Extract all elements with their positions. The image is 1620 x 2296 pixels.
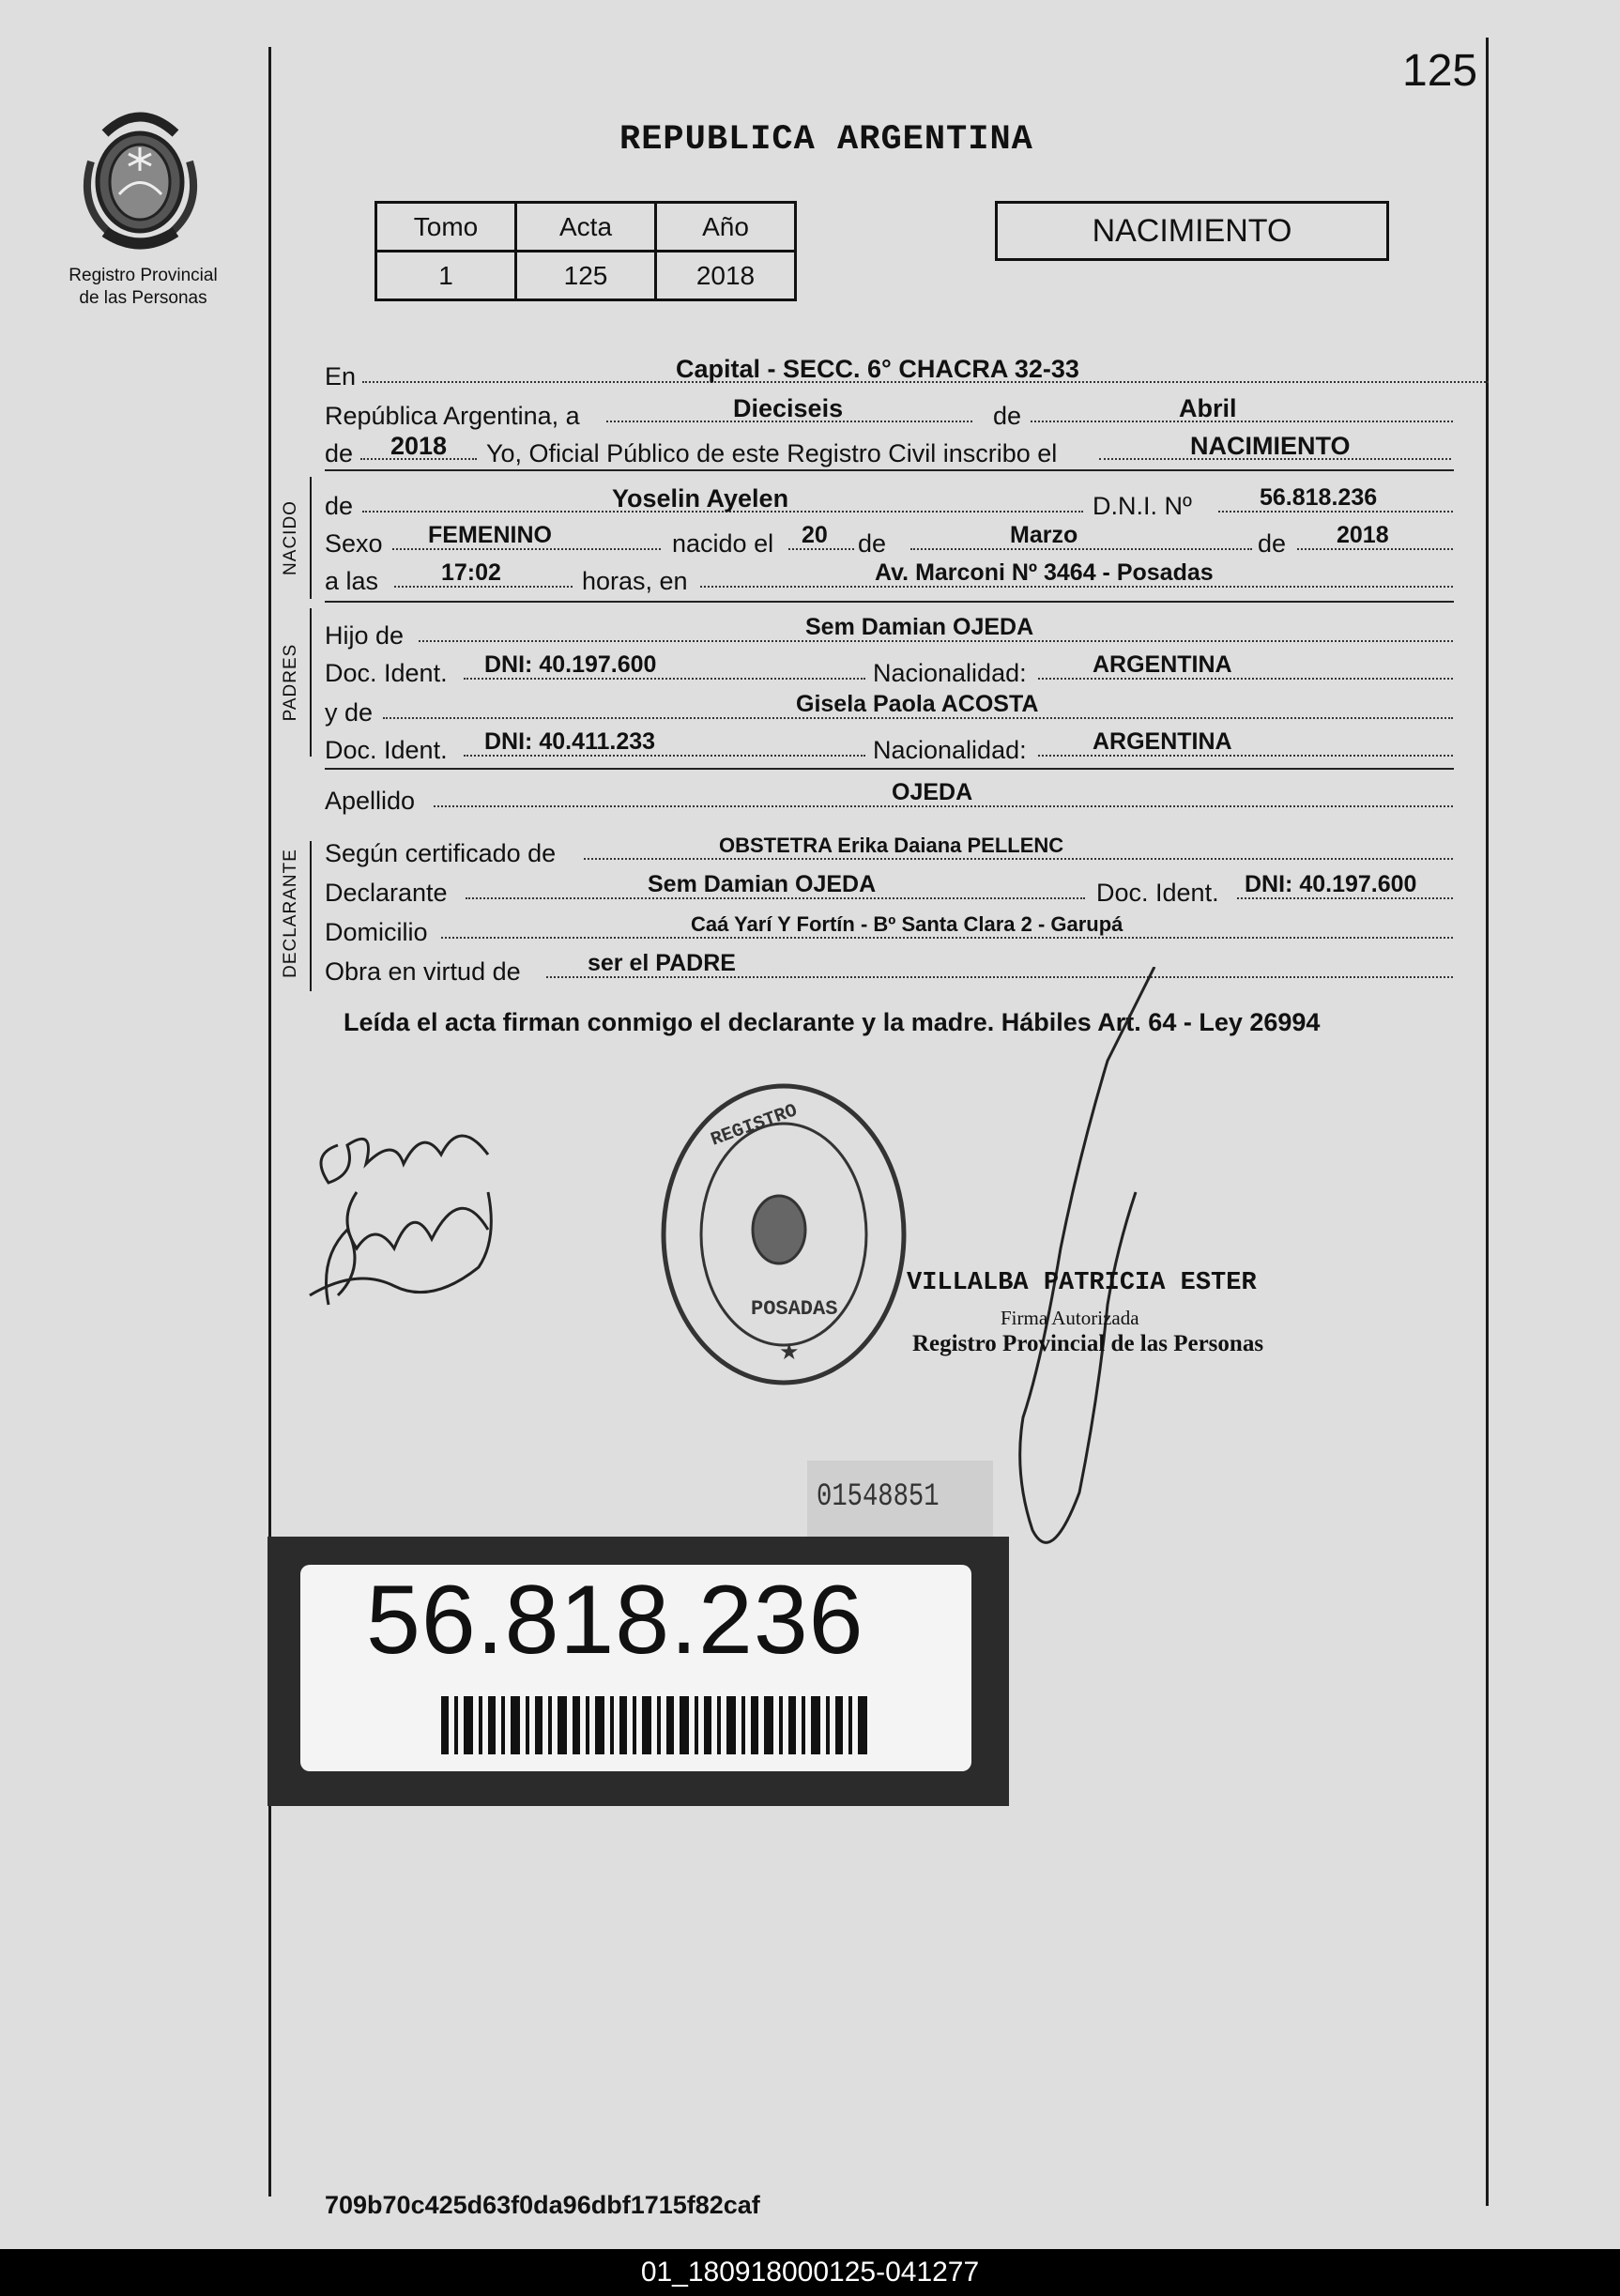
republica-label: República Argentina, a bbox=[325, 402, 580, 430]
control-number: 01548851 bbox=[817, 1479, 940, 1515]
year-value: 2018 bbox=[390, 432, 448, 460]
record-type-box: NACIMIENTO bbox=[995, 201, 1389, 261]
official-name: VILLALBA PATRICIA ESTER bbox=[907, 1269, 1257, 1297]
row-mother-doc bbox=[325, 728, 1451, 766]
barcode-icon bbox=[441, 1696, 873, 1754]
domicilio-label: Domicilio bbox=[325, 918, 428, 946]
row-declarante bbox=[325, 871, 1451, 909]
section-bracket bbox=[310, 841, 312, 991]
father-name: Sem Damian OJEDA bbox=[805, 614, 1034, 640]
row-father-doc bbox=[325, 651, 1451, 689]
document-hash: 709b70c425d63f0da96dbf1715f82caf bbox=[325, 2191, 760, 2219]
nacionalidad-label: Nacionalidad: bbox=[873, 659, 1027, 687]
obra-value: ser el PADRE bbox=[588, 950, 736, 976]
nacido-label: nacido el bbox=[672, 529, 774, 558]
section-label-nacido: NACIDO bbox=[281, 500, 300, 575]
day-value: Dieciseis bbox=[733, 394, 844, 422]
control-number-box bbox=[807, 1461, 993, 1538]
de-label: de bbox=[993, 402, 1022, 430]
official-title: Firma Autorizada bbox=[1001, 1307, 1139, 1329]
row-obra bbox=[325, 950, 1451, 987]
official-org: Registro Provincial de las Personas bbox=[912, 1331, 1264, 1356]
record-value-tomo: 1 bbox=[376, 252, 516, 300]
apellido-value: OJEDA bbox=[892, 779, 973, 805]
birth-time: 17:02 bbox=[441, 559, 501, 586]
record-header-acta: Acta bbox=[516, 203, 656, 252]
month-value: Abril bbox=[1179, 394, 1237, 422]
logo-caption bbox=[38, 265, 249, 310]
birth-month: Marzo bbox=[1010, 522, 1078, 548]
dni-label: D.N.I. Nº bbox=[1093, 492, 1192, 520]
mother-doc: DNI: 40.411.233 bbox=[484, 728, 656, 755]
row-domicilio bbox=[325, 911, 1451, 948]
page-number: 125 bbox=[1402, 46, 1478, 96]
section-bracket bbox=[310, 608, 312, 757]
obra-label: Obra en virtud de bbox=[325, 957, 521, 986]
logo-caption-line2: de las Personas bbox=[79, 288, 207, 308]
row-sexo bbox=[325, 522, 1451, 559]
registry-seal-icon bbox=[657, 1079, 910, 1389]
child-dni: 56.818.236 bbox=[1260, 484, 1378, 511]
row-mother bbox=[325, 691, 1451, 728]
de-label: de bbox=[858, 529, 887, 558]
row-year bbox=[325, 432, 1451, 469]
row-certificado bbox=[325, 832, 1451, 869]
row-nacido-name bbox=[325, 484, 1451, 522]
dotted-line bbox=[584, 858, 1453, 860]
left-margin-line bbox=[268, 47, 271, 2197]
de-label: de bbox=[1258, 529, 1287, 558]
doc-label: Doc. Ident. bbox=[325, 736, 448, 764]
dotted-line bbox=[910, 548, 1252, 550]
apellido-label: Apellido bbox=[325, 787, 416, 815]
father-doc: DNI: 40.197.600 bbox=[484, 651, 657, 678]
row-hora bbox=[325, 559, 1451, 597]
sticker-number: 56.818.236 bbox=[366, 1566, 864, 1675]
sticker-label bbox=[300, 1565, 971, 1771]
doc-label: Doc. Ident. bbox=[1096, 879, 1219, 907]
mother-nationality: ARGENTINA bbox=[1093, 728, 1232, 755]
declarante-label: Declarante bbox=[325, 879, 448, 907]
place-value: Capital - SECC. 6° CHACRA 32-33 bbox=[676, 355, 1079, 383]
en-label: En bbox=[325, 362, 357, 390]
divider bbox=[325, 469, 1454, 471]
logo-caption-line1: Registro Provincial bbox=[69, 266, 218, 285]
section-label-declarante: DECLARANTE bbox=[281, 849, 300, 978]
record-value-acta: 125 bbox=[516, 252, 656, 300]
a-las-label: a las bbox=[325, 567, 379, 595]
record-table bbox=[374, 201, 797, 301]
document-title: REPUBLICA ARGENTINA bbox=[619, 120, 1033, 160]
row-apellido bbox=[325, 779, 1451, 817]
svg-text:POSADAS: POSADAS bbox=[751, 1297, 838, 1321]
dotted-line bbox=[1031, 421, 1453, 422]
declarante-doc: DNI: 40.197.600 bbox=[1245, 871, 1417, 897]
right-margin-line bbox=[1486, 38, 1489, 2206]
doc-label: Doc. Ident. bbox=[325, 659, 448, 687]
section-label-padres: PADRES bbox=[281, 643, 300, 722]
horas-label: horas, en bbox=[582, 567, 688, 595]
birth-year: 2018 bbox=[1337, 522, 1389, 548]
child-name: Yoselin Ayelen bbox=[612, 484, 789, 513]
hijo-label: Hijo de bbox=[325, 621, 405, 650]
sexo-value: FEMENINO bbox=[428, 522, 552, 548]
nacionalidad-label: Nacionalidad: bbox=[873, 736, 1027, 764]
official-signature bbox=[995, 967, 1183, 1568]
declarante-name: Sem Damian OJEDA bbox=[648, 871, 877, 897]
id-sticker bbox=[267, 1537, 1009, 1806]
divider bbox=[325, 768, 1454, 770]
divider bbox=[325, 601, 1454, 603]
act-value: NACIMIENTO bbox=[1190, 432, 1351, 460]
sexo-label: Sexo bbox=[325, 529, 383, 558]
mother-name: Gisela Paola ACOSTA bbox=[796, 691, 1039, 717]
svg-text:REGISTRO: REGISTRO bbox=[708, 1100, 801, 1152]
certificado-label: Según certificado de bbox=[325, 839, 557, 867]
domicilio-value: Caá Yarí Y Fortín - Bº Santa Clara 2 - Garupá bbox=[691, 912, 1123, 936]
intro-text: Yo, Oficial Público de este Registro Civil inscribo el bbox=[486, 439, 1058, 467]
row-en bbox=[325, 355, 1451, 392]
section-bracket bbox=[310, 477, 312, 599]
row-republica bbox=[325, 394, 1451, 432]
closing-statement: Leída el acta firman conmigo el declarante y la madre. Hábiles Art. 64 - Ley 26994 bbox=[344, 1008, 1321, 1036]
record-header-anio: Año bbox=[656, 203, 796, 252]
de-label: de bbox=[325, 492, 354, 520]
yde-label: y de bbox=[325, 698, 374, 727]
father-nationality: ARGENTINA bbox=[1093, 651, 1232, 678]
record-value-anio: 2018 bbox=[656, 252, 796, 300]
de2-label: de bbox=[325, 439, 354, 467]
dotted-line bbox=[441, 937, 1453, 939]
province-coat-of-arms-icon bbox=[77, 105, 204, 255]
svg-text:★: ★ bbox=[779, 1339, 800, 1365]
certificado-value: OBSTETRA Erika Daiana PELLENC bbox=[719, 834, 1064, 857]
record-header-tomo: Tomo bbox=[376, 203, 516, 252]
birth-day: 20 bbox=[802, 522, 828, 548]
row-hijo bbox=[325, 614, 1451, 651]
birth-place: Av. Marconi Nº 3464 - Posadas bbox=[875, 559, 1214, 586]
declarant-signature bbox=[300, 1089, 516, 1314]
file-footer: 01_180918000125-041277 bbox=[0, 2249, 1620, 2296]
